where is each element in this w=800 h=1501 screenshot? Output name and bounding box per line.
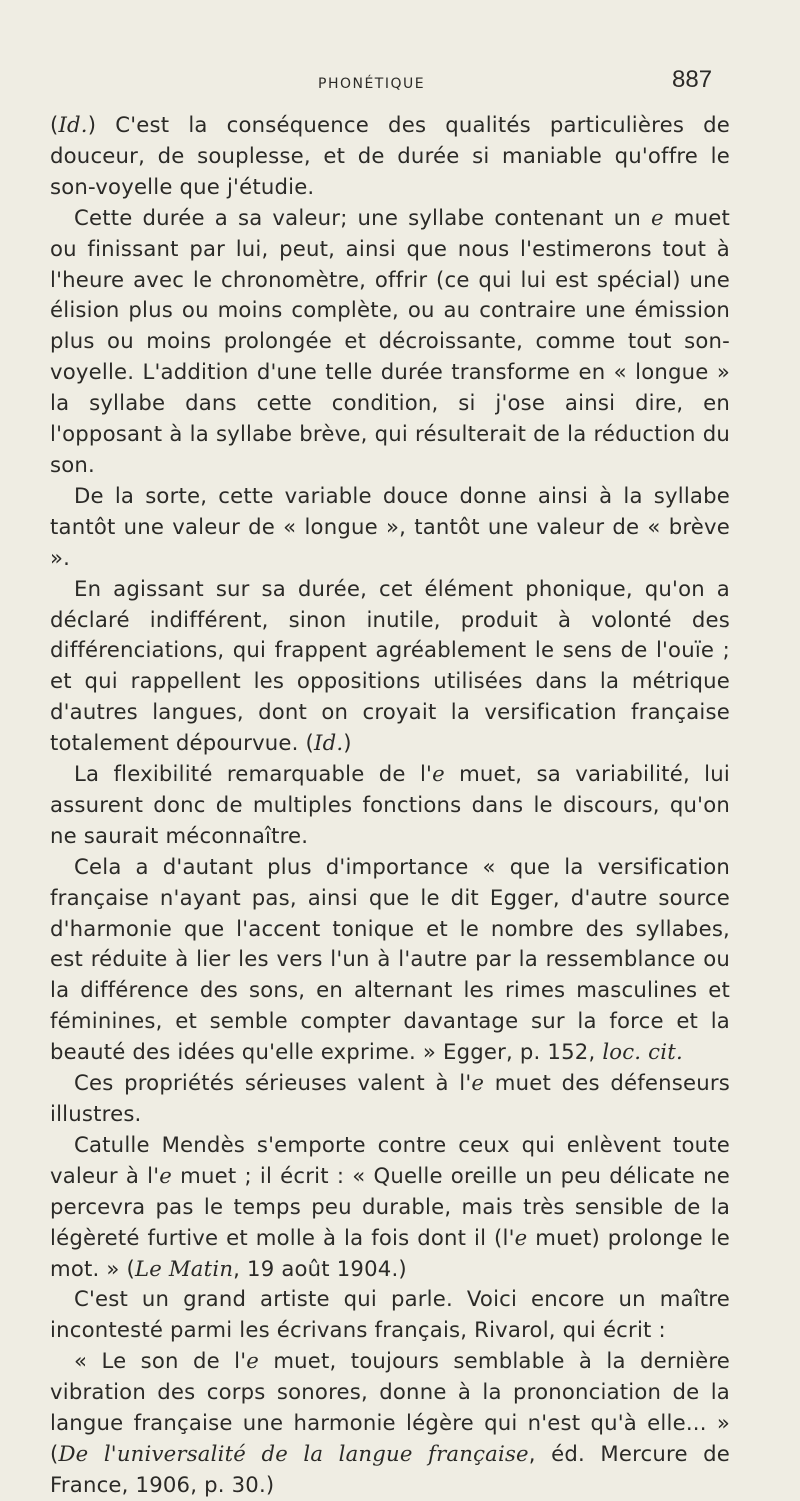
page-number: 887 — [672, 66, 713, 93]
page-header — [0, 66, 800, 96]
paragraph — [50, 852, 730, 1068]
paragraph — [50, 1346, 730, 1501]
body-text — [50, 110, 730, 1501]
italic-text: e — [159, 1162, 173, 1188]
italic-text: e — [432, 761, 445, 787]
running-title: PHONÉTIQUE — [318, 76, 426, 92]
paragraph-text: De la sorte, cette variable douce donne ainsi à la syllabe tantôt une valeur de « longue », tantôt une valeur de « brève ». — [50, 482, 730, 570]
paragraph-text: muet, toujours semblable à la dernière vibration des corps sonores, donne à la prononciation de la langue française une harmonie légère qui n'est qu'à elle... » ( — [50, 1348, 730, 1466]
italic-text: De l'universalité de la langue française — [58, 1440, 529, 1466]
paragraph-text: Catulle Mendès s'emporte contre ceux qui enlèvent toute valeur à l' — [50, 1131, 730, 1188]
paragraph-text: muet, sa variabilité, lui assurent donc de multiples fonctions dans le discours, qu'on ne saurait méconnaître. — [50, 761, 730, 848]
paragraph-text: Cela a d'autant plus d'importance « que la versification française n'ayant pas, ainsi que le dit Egger, d'autre source d'harmonie que l'accent tonique et le nombre des syllabes, est réduite à lier les vers l'un à l'autre par la ressemblance ou la différence des sons, en alternant les rimes masculines et féminines, et semble compter davantage sur la force et la beauté des idées qu'elle exprime. » Egger, p. 152, — [50, 853, 730, 1065]
italic-text: loc. cit. — [602, 1039, 683, 1065]
paragraph-text: ) C'est la conséquence des qualités particulières de douceur, de souplesse, et de durée si maniable qu'offre le son-voyelle que j'étudie. — [50, 112, 730, 199]
paragraph — [50, 574, 730, 759]
italic-text: Id. — [314, 730, 344, 756]
paragraph-text: ) — [343, 730, 352, 756]
paragraph-text: Ces propriétés sérieuses valent à l' — [74, 1070, 472, 1096]
paragraph-text: En agissant sur sa durée, cet élément phonique, qu'on a déclaré indifférent, sinon inutile, produit à volonté des différenciations, qui frappent agréablement le sens de l'ouïe ; et qui rappellent les oppositions utilisées dans la métrique d'autres langues, dont on croyait la versification française totalement dépourvue. ( — [50, 575, 730, 756]
paragraph — [50, 110, 730, 203]
paragraph — [50, 1068, 730, 1130]
paragraph-text: Cette durée a sa valeur; une syllabe contenant un — [74, 204, 651, 230]
italic-text: Id. — [58, 112, 88, 137]
paragraph-text: ( — [50, 112, 59, 137]
paragraph — [50, 481, 730, 574]
paragraph-text: muet) prolonge le mot. » ( — [50, 1224, 731, 1281]
paragraph-text: muet ; il écrit : « Quelle oreille un peu délicate ne percevra pas le temps peu durable, mais très sensible de la légèreté furtive et molle à la fois dont il (l' — [50, 1162, 730, 1250]
paragraph-text: C'est un grand artiste qui parle. Voici encore un maître incontesté parmi les écrivans français, Rivarol, qui écrit : — [50, 1286, 730, 1343]
italic-text: e — [650, 204, 664, 230]
paragraph-text: , éd. Mercure de France, 1906, p. 30.) — [50, 1440, 730, 1497]
italic-text: e — [514, 1224, 528, 1250]
paragraph-text: « Le son de l' — [74, 1348, 247, 1374]
paragraph — [50, 759, 730, 852]
paragraph-text: , 19 août 1904.) — [233, 1255, 407, 1281]
italic-text: e — [246, 1348, 260, 1374]
italic-text: Le Matin — [134, 1255, 234, 1281]
paragraph-text: muet des défenseurs illustres. — [50, 1070, 731, 1126]
paragraph — [50, 1130, 730, 1285]
paragraph-text: muet ou finissant par lui, peut, ainsi que nous l'estimerons tout à l'heure avec le chronomètre, offrir (ce qui lui est spécial) une élision plus ou moins complète, ou au contraire une émission plus ou moins prolongée et décroissante, comme tout son-voyelle. L'addition d'une telle durée transforme en « longue » la syllabe dans cette condition, si j'ose ainsi dire, en l'opposant à la syllabe brève, qui résulterait de la réduction du son. — [50, 204, 730, 477]
paragraph-text: La flexibilité remarquable de l' — [74, 761, 433, 787]
paragraph — [50, 1284, 730, 1346]
paragraph — [50, 203, 730, 481]
italic-text: e — [471, 1070, 485, 1096]
